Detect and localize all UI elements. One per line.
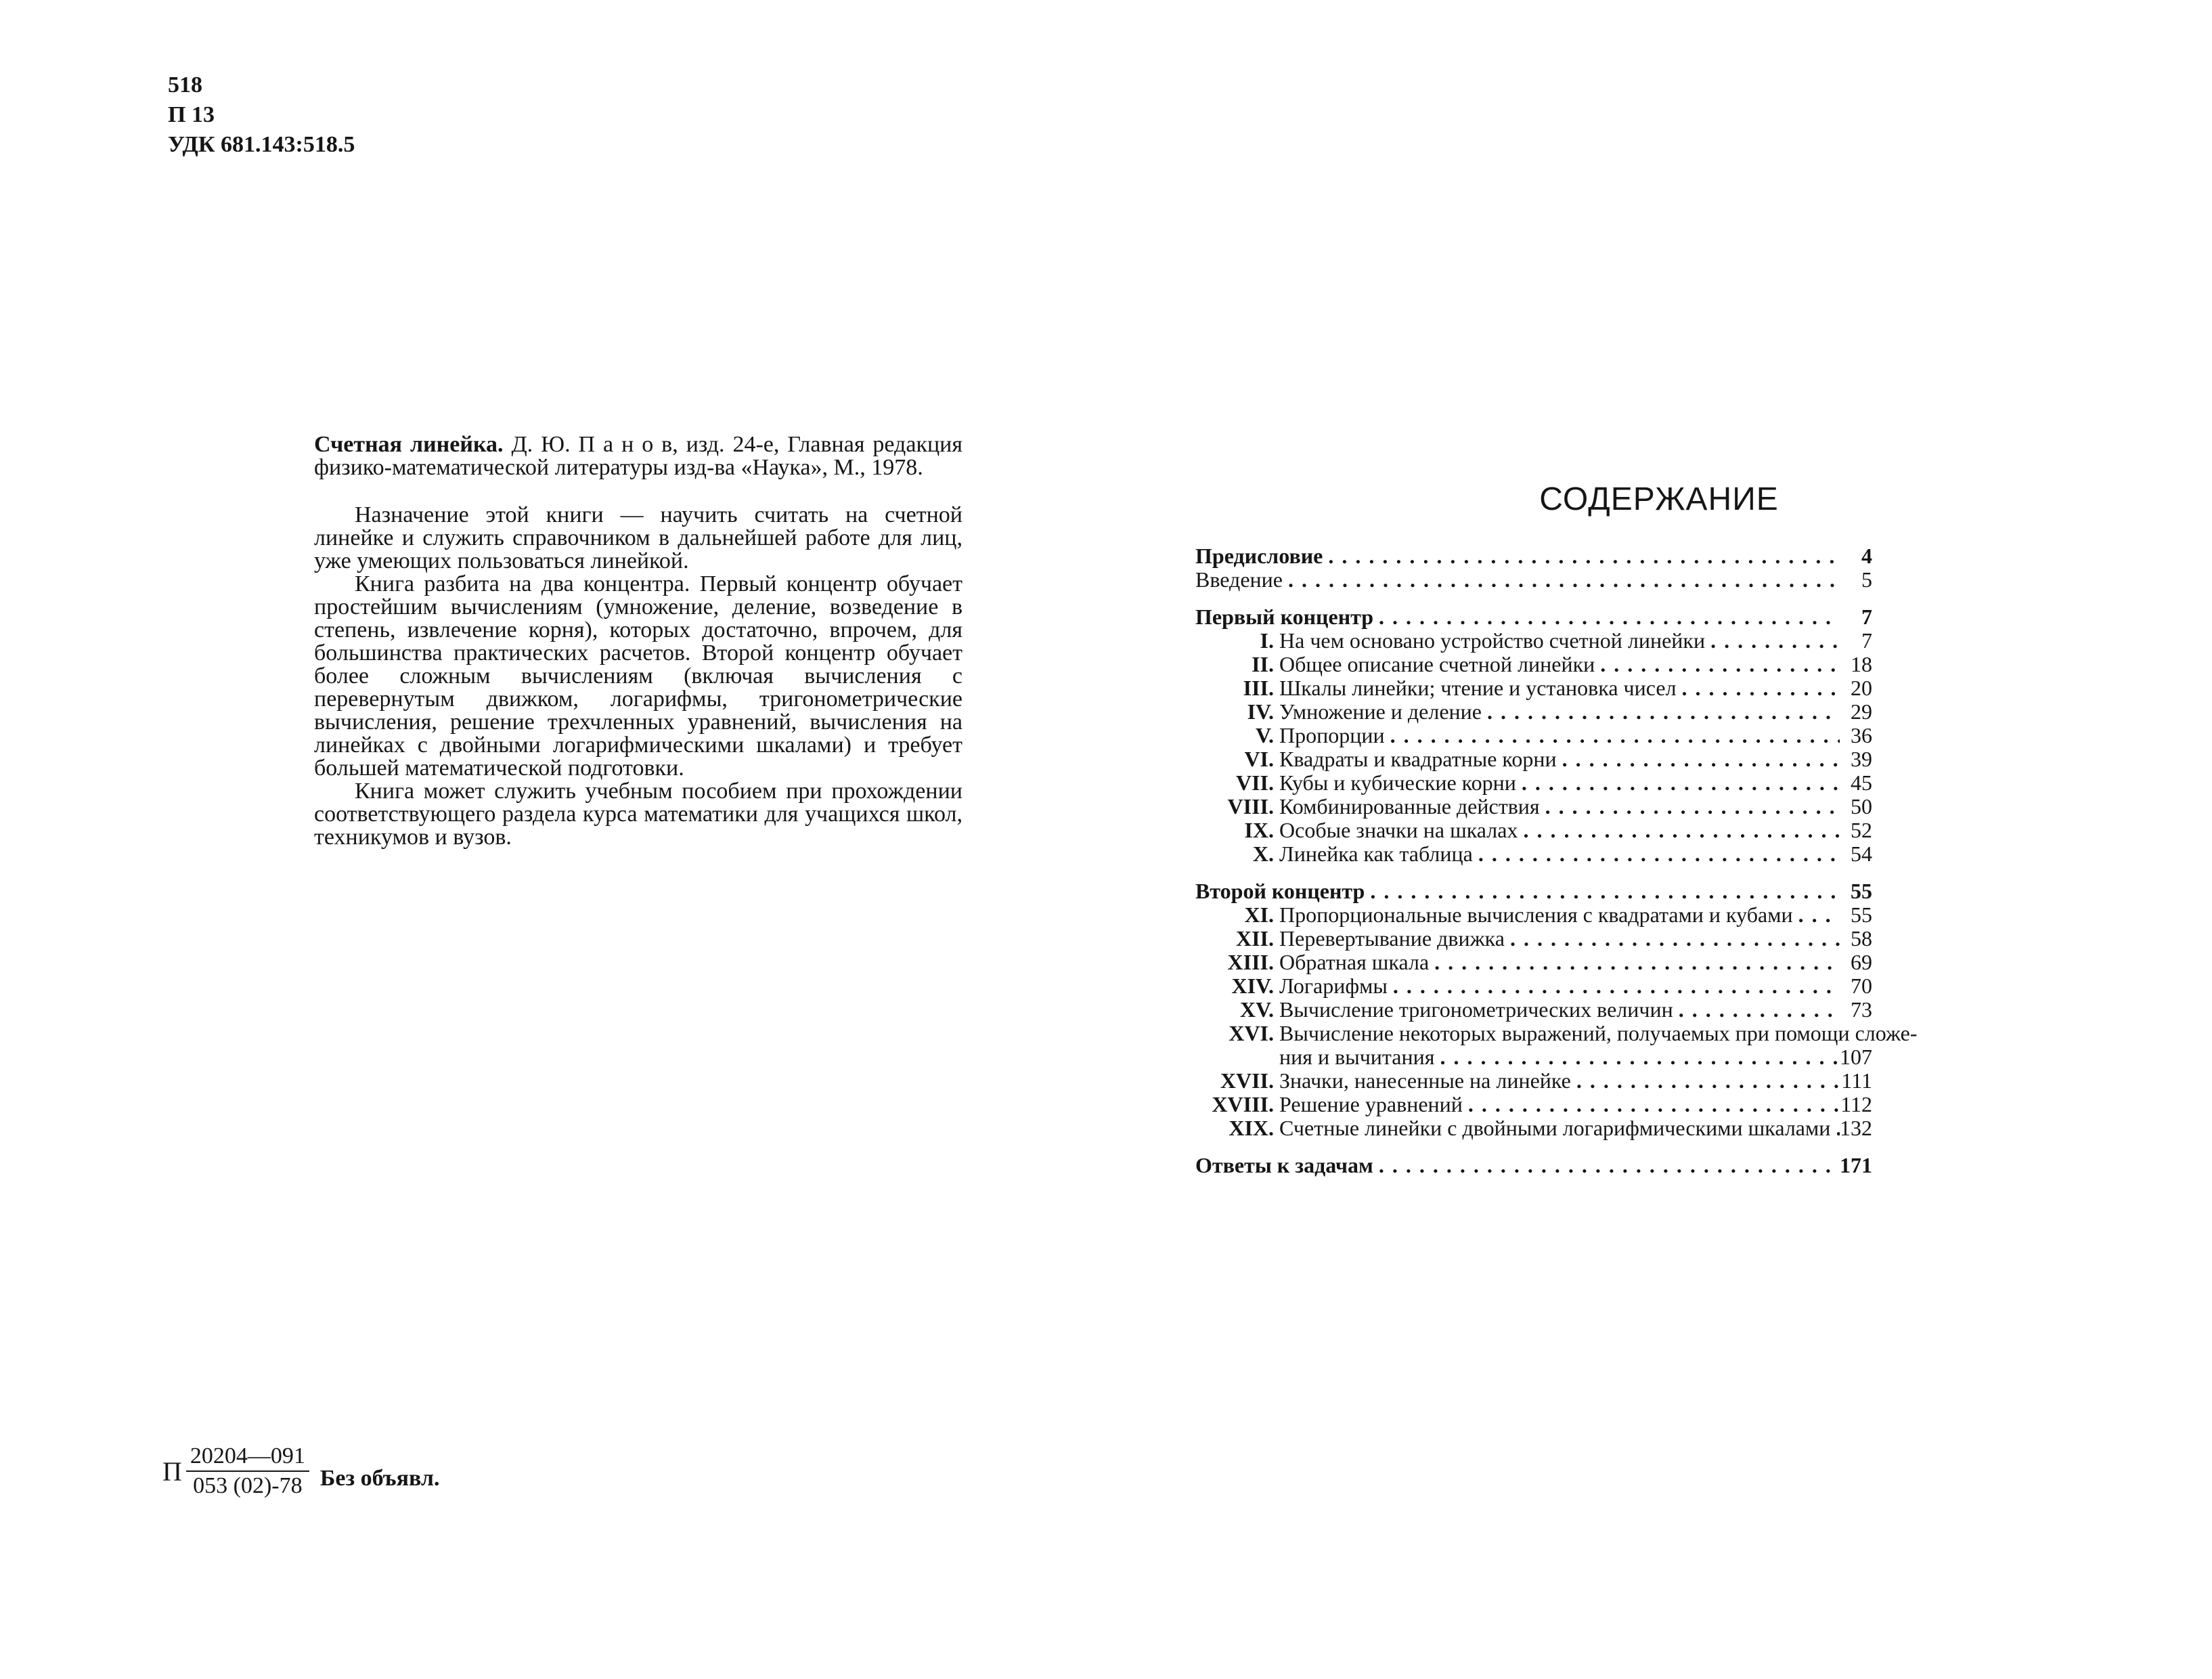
- toc-page: 55: [1851, 879, 1872, 903]
- chapter-title: Счетные линейки с двойными логарифмическими шкалами: [1279, 1116, 1831, 1140]
- chapter-number: V.: [1256, 723, 1274, 747]
- dot-leader: [1545, 795, 1840, 819]
- dot-leader: [1600, 653, 1840, 676]
- dot-leader: [1562, 747, 1840, 771]
- dot-leader: [1390, 724, 1840, 747]
- dot-leader: [1468, 1093, 1840, 1116]
- toc-page: 69: [1851, 950, 1872, 974]
- chapter-number: XV.: [1239, 997, 1274, 1022]
- toc-page: 107: [1840, 1045, 1872, 1069]
- toc-page: 45: [1851, 770, 1872, 795]
- toc-chapter[interactable]: [1195, 700, 1872, 724]
- toc-chapter[interactable]: [1195, 1021, 1918, 1045]
- toc-chapter[interactable]: [1195, 629, 1872, 653]
- chapter-title: Вычисление тригонометрических величин: [1279, 997, 1673, 1022]
- toc-page: 111: [1841, 1068, 1872, 1093]
- toc-chapter[interactable]: [1195, 676, 1872, 700]
- dot-leader: [1523, 819, 1840, 842]
- toc-page: 7: [1861, 628, 1872, 653]
- imprint-code: [162, 1443, 439, 1499]
- dot-leader: [1434, 951, 1840, 974]
- toc-chapter[interactable]: [1195, 747, 1872, 771]
- toc-page: 7: [1861, 605, 1872, 629]
- dot-leader: [1710, 629, 1840, 653]
- dot-leader: [1798, 903, 1840, 927]
- book-annotation: [314, 433, 963, 849]
- toc-part-label: Второй концентр: [1195, 879, 1365, 903]
- dot-leader: [1393, 974, 1840, 998]
- classification-block: [168, 70, 355, 160]
- toc-page: 54: [1851, 842, 1872, 866]
- toc-preface[interactable]: [1195, 544, 1872, 568]
- toc-page: 4: [1861, 544, 1872, 568]
- bibliographic-details: Д. Ю. П а н о в, изд. 24-е, Главная редакция физико-математической литературы изд-ва «Наука», М., 1978.: [314, 432, 963, 480]
- toc-label: Предисловие: [1195, 544, 1323, 568]
- annotation-paragraph: Книга может служить учебным пособием при прохождении соответствующего раздела курса математики для учащихся школ, техникумов и вузов.: [314, 779, 963, 850]
- chapter-title: Общее описание счетной линейки: [1279, 652, 1595, 676]
- chapter-number: XI.: [1244, 902, 1274, 927]
- annotation-paragraph: Книга разбита на два концентра. Первый концентр обучает простейшим вычислениям (умножение, деление, возведение в степень, извлечение корня), которых достаточно, впрочем, для большинства практических расчетов. Второй концентр обучает более сложным вычислениям (включая вычисления с перевернутым движком, логарифмы, тригонометрические вычисления, решение трехчленных уравнений, вычисления на линейках с двойными логарифмическими шкалами) и требует большей математической подготовки.: [314, 571, 963, 781]
- dot-leader: [1682, 676, 1840, 700]
- toc-chapter[interactable]: [1195, 903, 1872, 927]
- imprint-numerator: 20204—091: [186, 1443, 309, 1472]
- bibliographic-entry: [314, 433, 963, 479]
- chapter-title: Решение уравнений: [1279, 1092, 1463, 1116]
- toc-chapter[interactable]: [1195, 951, 1872, 974]
- book-title: Счетная линейка.: [314, 432, 504, 457]
- chapter-title-continued: ния и вычитания: [1279, 1045, 1435, 1069]
- toc-chapter[interactable]: [1195, 795, 1872, 819]
- chapter-number: XIX.: [1229, 1116, 1274, 1140]
- toc-chapter[interactable]: [1195, 653, 1872, 676]
- chapter-number: XVIII.: [1212, 1092, 1274, 1116]
- dot-leader: [1379, 605, 1840, 629]
- toc-part-label: Первый концентр: [1195, 605, 1374, 629]
- dot-leader: [1487, 700, 1840, 724]
- imprint-denominator: 053 (02)-78: [193, 1473, 303, 1498]
- imprint-prefix: П: [162, 1456, 182, 1487]
- toc-page: 29: [1851, 699, 1872, 724]
- catalog-code: П 13: [168, 102, 215, 127]
- chapter-title: Пропорции: [1279, 723, 1385, 747]
- toc-title: СОДЕРЖАНИЕ: [1539, 481, 1779, 517]
- imprint-note: Без объявл.: [319, 1466, 440, 1491]
- toc-chapter[interactable]: [1195, 819, 1872, 842]
- chapter-title: Вычисление некоторых выражений, получаемых при помощи сложе-: [1279, 1021, 1918, 1045]
- dot-leader: [1679, 998, 1840, 1022]
- chapter-number: IV.: [1247, 699, 1274, 724]
- toc-page: 55: [1851, 902, 1872, 927]
- toc-page: 52: [1851, 818, 1872, 842]
- toc-answers[interactable]: [1195, 1154, 1872, 1177]
- chapter-title: Логарифмы: [1279, 974, 1388, 998]
- chapter-title: Шкалы линейки; чтение и установка чисел: [1279, 676, 1677, 700]
- toc-chapter[interactable]: [1195, 724, 1872, 747]
- toc-part-2[interactable]: [1195, 879, 1872, 903]
- toc-page: 18: [1851, 652, 1872, 676]
- toc-page: 36: [1851, 723, 1872, 747]
- chapter-title: Линейка как таблица: [1279, 842, 1473, 866]
- toc-chapter[interactable]: [1195, 1093, 1872, 1116]
- chapter-title: Значки, нанесенные на линейке: [1279, 1068, 1571, 1093]
- toc-chapter[interactable]: [1195, 771, 1872, 795]
- toc-page: 112: [1840, 1092, 1872, 1116]
- chapter-title: Пропорциональные вычисления с квадратами и кубами: [1279, 902, 1793, 927]
- chapter-number: VIII.: [1227, 794, 1274, 819]
- chapter-title: Умножение и деление: [1279, 699, 1482, 724]
- table-of-contents: [1195, 544, 1918, 1177]
- toc-page: 73: [1851, 997, 1872, 1022]
- chapter-number: XII.: [1235, 926, 1274, 951]
- chapter-title: Кубы и кубические корни: [1279, 770, 1516, 795]
- toc-chapter[interactable]: [1195, 1069, 1872, 1093]
- toc-label: Ответы к задачам: [1195, 1153, 1373, 1177]
- dot-leader: [1370, 879, 1840, 903]
- toc-part-1[interactable]: [1195, 605, 1872, 629]
- chapter-number: VII.: [1235, 770, 1274, 795]
- toc-chapter-continuation[interactable]: [1195, 1045, 1872, 1069]
- dot-leader: [1478, 842, 1840, 866]
- toc-label: Введение: [1195, 567, 1283, 592]
- chapter-number: XIV.: [1231, 974, 1274, 998]
- toc-page: 50: [1851, 794, 1872, 819]
- toc-page: 5: [1861, 567, 1872, 592]
- toc-chapter[interactable]: [1195, 842, 1872, 866]
- toc-chapter[interactable]: [1195, 974, 1872, 998]
- chapter-number: VI.: [1244, 747, 1274, 771]
- toc-page: 70: [1851, 974, 1872, 998]
- chapter-number: X.: [1252, 842, 1274, 866]
- dot-leader: [1440, 1045, 1840, 1069]
- dot-leader: [1576, 1069, 1840, 1093]
- chapter-number: IX.: [1244, 818, 1274, 842]
- chapter-title: Обратная шкала: [1279, 950, 1430, 974]
- chapter-number: I.: [1260, 628, 1274, 653]
- toc-page: 39: [1851, 747, 1872, 771]
- chapter-title: На чем основано устройство счетной линейки: [1279, 628, 1706, 653]
- udc-code: УДК 681.143:518.5: [168, 132, 355, 157]
- toc-chapter[interactable]: [1195, 927, 1872, 951]
- chapter-number: XVI.: [1229, 1021, 1274, 1045]
- toc-page: 58: [1851, 926, 1872, 951]
- toc-chapter[interactable]: [1195, 1116, 1872, 1140]
- toc-intro[interactable]: [1195, 568, 1872, 592]
- chapter-number: XVII.: [1220, 1068, 1274, 1093]
- chapter-title: Квадраты и квадратные корни: [1279, 747, 1557, 771]
- dot-leader: [1522, 771, 1840, 795]
- toc-page: 132: [1840, 1116, 1872, 1140]
- toc-page: 171: [1840, 1153, 1872, 1177]
- chapter-title: Перевертывание движка: [1279, 926, 1505, 951]
- chapter-number: III.: [1243, 676, 1274, 700]
- toc-chapter[interactable]: [1195, 998, 1872, 1022]
- toc-page: 20: [1851, 676, 1872, 700]
- chapter-title: Комбинированные действия: [1279, 794, 1540, 819]
- imprint-fraction: [186, 1443, 309, 1499]
- chapter-number: II.: [1252, 652, 1274, 676]
- chapter-number: XIII.: [1227, 950, 1274, 974]
- dot-leader: [1328, 544, 1840, 568]
- dot-leader: [1379, 1154, 1840, 1177]
- dot-leader: [1510, 927, 1840, 951]
- annotation-paragraph: Назначение этой книги — научить считать на счетной линейке и служить справочником в дальнейшей работе для лиц, уже умеющих пользоваться линейкой.: [314, 502, 963, 573]
- class-code: 518: [168, 72, 202, 97]
- dot-leader: [1288, 568, 1840, 592]
- right-page: [1106, 0, 2212, 1679]
- chapter-title: Особые значки на шкалах: [1279, 818, 1518, 842]
